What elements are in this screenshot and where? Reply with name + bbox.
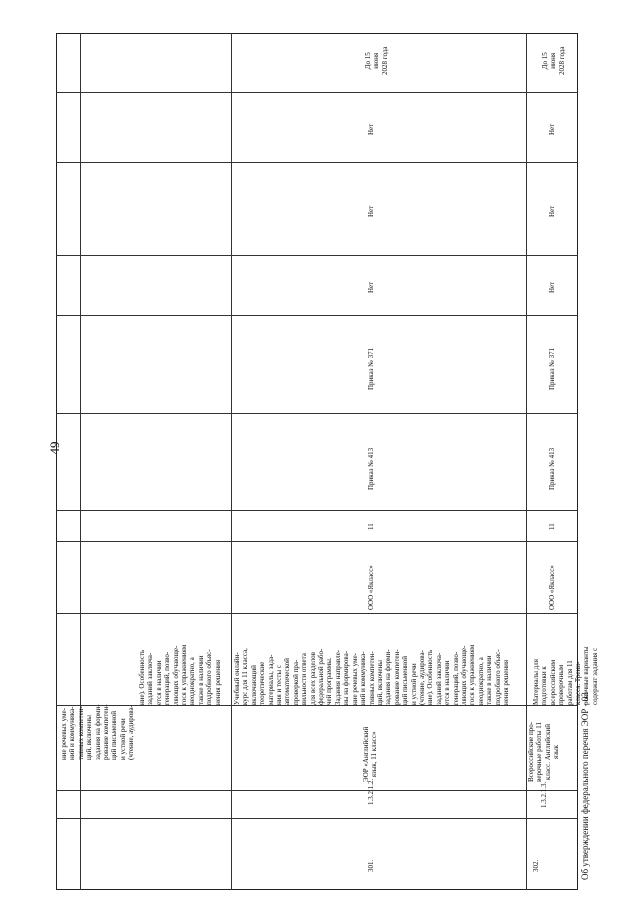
column-divider — [56, 541, 578, 542]
row-description: ние). Особенность заданий заключа- ется в наличии генераций, позво- ляющих обучающе- гося к упражнениям неоднократно, а также в наличии подробного объяс- нения решения — [138, 644, 222, 705]
column-divider — [56, 255, 578, 256]
row-description: Учебный онлайн- курс для 11 класса, включающий теоретические материалы, зада- ния и тесты с автоматической проверкой пра- вильности ответа для всех разделов федеральной рабо- чей программы. Задания направле- ны на формирова- ние речевых уме- ний и коммуника- тивных компетен- ций, включены задания на форми- рование компетен- ций письменной и устной речи (чтение, аудирова- ние). Особенность заданий заключа- ется в наличии генераций, позво- ляющих обучающе- гося к упражнениям неоднократно, а также в наличии подробного объяс- нения решения — [233, 644, 510, 705]
row-name: Всероссийские про- верочные работы 11 класс. Английский язык — [527, 721, 561, 782]
row-col10: Нет — [548, 205, 556, 217]
column-divider — [56, 510, 578, 511]
row-order-413: Приказ № 413 — [367, 447, 375, 490]
row-number: 302. — [532, 859, 540, 872]
row-deadline: До 15 июня 2028 года — [364, 46, 389, 75]
document-footer: Об утверждении федерального перечня ЭОР - 03 — [580, 692, 590, 880]
row-order-413: Приказ № 413 — [548, 447, 556, 490]
page-number: 49 — [47, 441, 62, 455]
row-order-371: Приказ № 371 — [367, 347, 375, 390]
row-description: Материалы для подготовки к всероссийским проверочным работам для 11 класса. Трени- ровочные варианты содержат задания с — [532, 646, 599, 705]
row-code: 1.3.2.1.3. — [540, 781, 548, 808]
column-divider — [56, 790, 578, 791]
row-description: ние речевых уме- ний и коммуника- тивных компетен- ций, включены задания на форми- рование компетен- ций письменной и устной речи (чтение, аудирова- — [60, 704, 136, 760]
row-code: 1.3.2.1.2. — [367, 778, 375, 805]
column-divider — [56, 315, 578, 316]
row-col11: Нет — [548, 123, 556, 135]
row-col9: Нет — [367, 281, 375, 293]
row-col11: Нет — [367, 123, 375, 135]
column-divider — [56, 162, 578, 163]
row-provider: ООО «Якласс» — [548, 565, 556, 610]
row-grade: 11 — [367, 523, 375, 530]
row-col10: Нет — [367, 205, 375, 217]
column-divider — [56, 92, 578, 93]
column-divider — [56, 818, 578, 819]
row-order-371: Приказ № 371 — [548, 347, 556, 390]
row-name: ЭОР «Английский язык, 11 класс» — [362, 726, 379, 782]
row-col9: Нет — [548, 281, 556, 293]
row-grade: 11 — [548, 523, 556, 530]
column-divider — [56, 413, 578, 414]
column-divider — [56, 613, 578, 614]
row-number: 301. — [367, 859, 375, 872]
row-deadline: До 15 июня 2028 года — [541, 46, 566, 75]
row-provider: ООО «Якласс» — [367, 565, 375, 610]
